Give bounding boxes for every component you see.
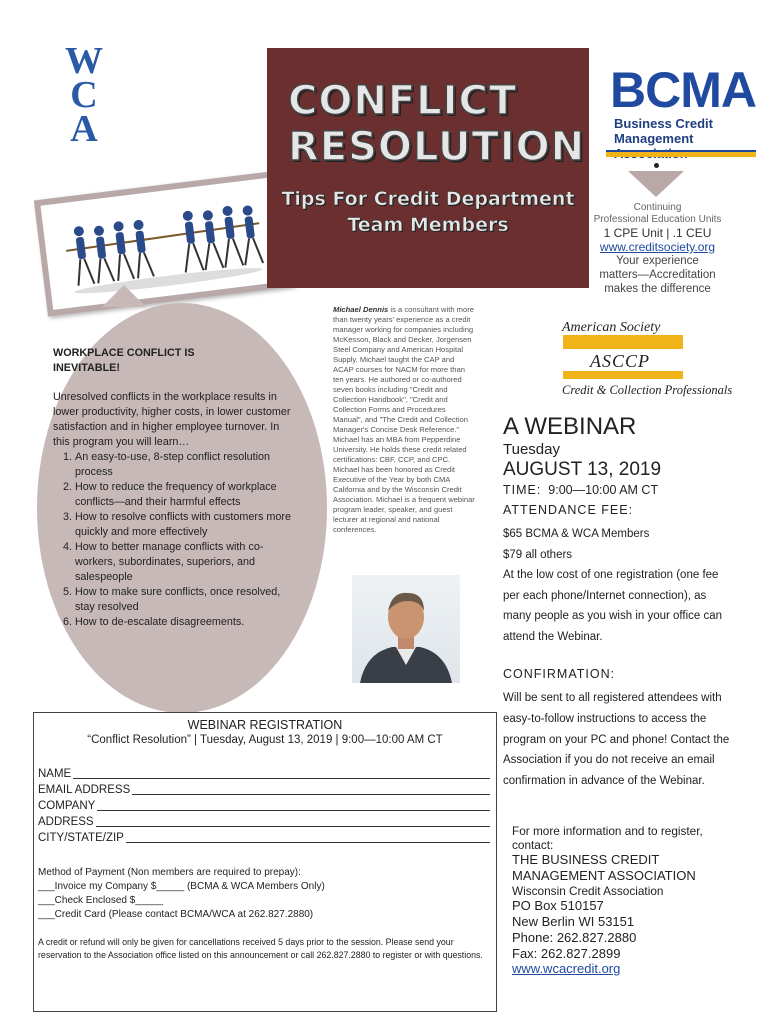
speaker-photo: [352, 575, 460, 683]
bcma-logo-bar: [606, 150, 756, 157]
fee-others: $79 all others: [503, 548, 573, 561]
org-name-line: MANAGEMENT ASSOCIATION: [512, 868, 696, 883]
ceu-line: Your experience: [616, 255, 699, 267]
wca-logo-letter: A: [70, 108, 96, 150]
field-line[interactable]: [132, 782, 490, 795]
org-name-line: THE BUSINESS CREDIT: [512, 852, 660, 867]
intro-paragraph: Unresolved conflicts in the workplace results in lower productivity, higher costs, in lower customer satisfaction and in higher employee turnover. In this program you will learn…: [53, 391, 291, 448]
assoc-name: Wisconsin Credit Association: [512, 884, 664, 898]
ceu-units: 1 CPE Unit | .1 CEU: [603, 226, 712, 240]
registration-subtitle: “Conflict Resolution” | Tuesday, August 13, 2019 | 9:00—10:00 AM CT: [87, 734, 443, 746]
wca-logo-letter: W: [65, 40, 101, 82]
speaker-bio: [333, 305, 475, 535]
field-label: COMPANY: [38, 800, 96, 812]
bcma-logo-line: Management: [614, 131, 694, 146]
fee-details: [503, 524, 728, 647]
intro-text: [53, 346, 293, 630]
wcacredit-link[interactable]: www.wcacredit.org: [512, 961, 621, 976]
registration-form: [33, 712, 497, 1012]
intro-heading: [53, 346, 293, 376]
page-title: [288, 78, 586, 170]
address-field[interactable]: [38, 814, 490, 830]
field-line[interactable]: [73, 766, 490, 779]
speaker-portrait: [352, 575, 460, 683]
field-line[interactable]: [96, 814, 490, 827]
webinar-time: [503, 483, 658, 497]
time-value: 9:00—10:00 AM CT: [548, 483, 659, 497]
confirmation-label: CONFIRMATION:: [503, 667, 616, 681]
city-line: New Berlin WI 53151: [512, 914, 635, 929]
subtitle-line: Tips For Credit Department: [281, 188, 575, 210]
fee-members: $65 BCMA & WCA Members: [503, 528, 650, 540]
refund-note: A credit or refund will only be given for cancellations received 5 days prior to the session. Please send your reservation to the Association office listed on this announcement or call 262.827.2880 to register or with questions.: [38, 937, 483, 960]
payment-method: [38, 866, 490, 922]
intro-heading-line: WORKPLACE CONFLICT IS: [53, 347, 195, 359]
speaker-name: Michael Dennis: [333, 305, 389, 314]
contact-intro: For more information and to register, contact:: [512, 824, 703, 852]
field-label: ADDRESS: [38, 816, 94, 828]
subtitle-line: Team Members: [347, 214, 509, 236]
company-field[interactable]: [38, 798, 490, 814]
wca-logo-letter: C: [70, 74, 96, 116]
ceu-line: matters—Accreditation: [599, 269, 716, 281]
list-item: 3. How to resolve conflicts with customers more quickly and more effectively: [75, 510, 293, 540]
fax-number: Fax: 262.827.2899: [512, 946, 621, 961]
pointer-triangle: [628, 171, 684, 197]
field-line[interactable]: [97, 798, 490, 811]
ceu-line: Continuing: [633, 202, 682, 213]
intro-heading-line: INEVITABLE!: [53, 362, 120, 374]
phone-number: Phone: 262.827.2880: [512, 930, 637, 945]
po-box: PO Box 510157: [512, 898, 604, 913]
payment-option[interactable]: ___Invoice my Company $_____ (BCMA & WCA Members Only): [38, 881, 325, 892]
asccp-logo-top: American Society: [562, 320, 661, 335]
tug-of-war-illustration: [40, 177, 286, 310]
registration-title: WEBINAR REGISTRATION: [187, 718, 343, 732]
webinar-day: Tuesday: [503, 441, 560, 458]
field-label: CITY/STATE/ZIP: [38, 832, 124, 844]
confirmation-text: Will be sent to all registered attendees with easy-to-follow instructions to access the program on your PC and phone! Contact the Association if you do not receive an email confirmation in advance of the Webinar.: [503, 692, 730, 788]
asccp-logo-bar: [563, 335, 683, 349]
bullet-dot: [654, 163, 659, 168]
ceu-line: makes the difference: [604, 283, 711, 295]
time-label: TIME:: [503, 483, 542, 497]
bcma-logo-line: Business Credit: [614, 116, 713, 131]
webinar-title: A WEBINAR: [503, 413, 637, 440]
name-field[interactable]: [38, 766, 490, 782]
creditsociety-link[interactable]: www.creditsociety.org: [599, 240, 716, 254]
tug-of-war-image: [34, 170, 293, 316]
payment-title: Method of Payment (Non members are required to prepay):: [38, 867, 301, 878]
city-state-zip-field[interactable]: [38, 830, 490, 846]
wca-logo: [48, 40, 118, 150]
field-label: NAME: [38, 768, 72, 780]
payment-option[interactable]: ___Check Enclosed $_____: [38, 895, 164, 906]
fee-label: ATTENDANCE FEE:: [503, 503, 634, 517]
page-subtitle: [268, 186, 588, 238]
webinar-date: AUGUST 13, 2019: [503, 459, 662, 480]
title-line: RESOLUTION: [288, 124, 586, 170]
field-line[interactable]: [126, 830, 490, 843]
ceu-info: [590, 202, 725, 296]
field-label: EMAIL ADDRESS: [38, 784, 131, 796]
list-item: 6. How to de-escalate disagreements.: [75, 615, 293, 630]
learning-list: [53, 450, 293, 630]
oval-pointer: [102, 285, 146, 307]
list-item: 4. How to better manage conflicts with co-workers, subordinates, superiors, and salespeople: [75, 540, 293, 585]
registration-fields: [38, 766, 490, 846]
asccp-logo-bottom: Credit & Collection Professionals: [562, 383, 733, 397]
list-item: 1. An easy-to-use, 8-step conflict resolution process: [75, 450, 293, 480]
bio-text: is a consultant with more than twenty years' experience as a credit manager working for companies including McKesson, Black and Decker, Jorgensen Steel Company and American Hospital Supply. Michael taught the CAP and ACAP courses for NACM for more than ten years. He authored or co-authored seven books including "Credit and Collection Handbook", "Credit and Collection Forms and Procedures Manual", and "The Credit and Collection Manager's Concise Desk Reference." Michael has an MBA from Pepperdine University. He holds these credit related certifications: CBF, CCP, and CPC. Michael has been honored as Credit Executive of the Year by both CMA California and by the Wisconsin Credit Association. Michael is a frequent webinar program leader, speaker, and guest lecturer at regional and national conferences.: [333, 305, 475, 534]
title-line: CONFLICT: [288, 78, 518, 124]
ceu-line: Professional Education Units: [593, 214, 722, 225]
list-item: 5. How to make sure conflicts, once resolved, stay resolved: [75, 585, 293, 615]
bcma-logo: BCMA: [610, 62, 756, 118]
asccp-logo-abbr: ASCCP: [590, 351, 651, 371]
asccp-logo-bar: [563, 371, 683, 379]
list-item: 2. How to reduce the frequency of workplace conflicts—and their harmful effects: [75, 480, 293, 510]
email-field[interactable]: [38, 782, 490, 798]
contact-info: [512, 824, 747, 976]
low-cost-text: At the low cost of one registration (one fee per each phone/Internet connection), as many people as you wish in your office can attend the Webinar.: [503, 569, 723, 643]
payment-option[interactable]: ___Credit Card (Please contact BCMA/WCA at 262.827.2880): [38, 909, 314, 920]
